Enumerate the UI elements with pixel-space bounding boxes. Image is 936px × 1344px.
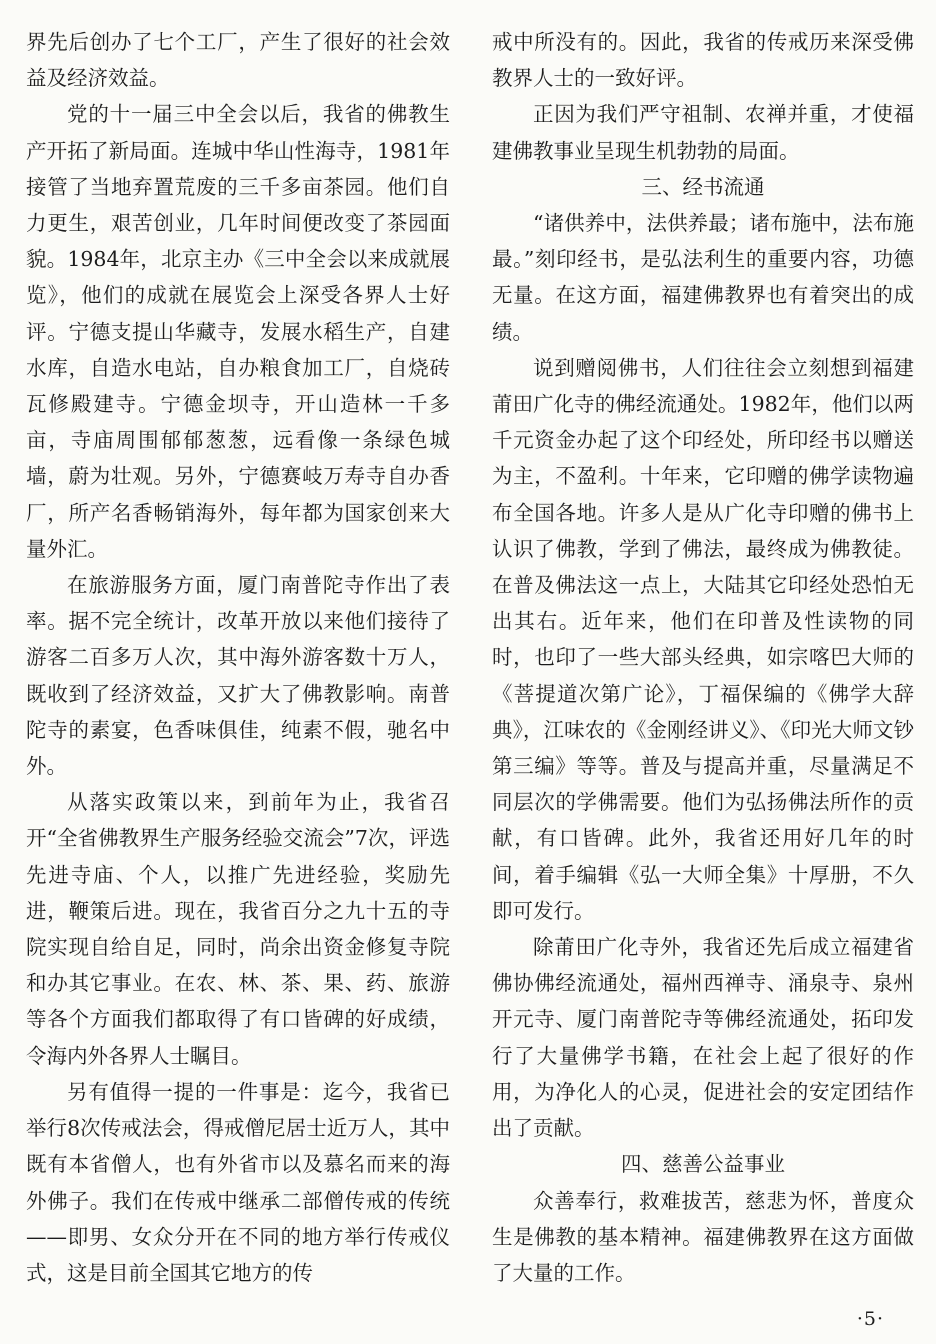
paragraph: 在旅游服务方面，厦门南普陀寺作出了表率。据不完全统计，改革开放以来他们接待了游客二百多万人次，其中海外游客数十万人，既收到了经济效益，又扩大了佛教影响。南普陀寺的素宴，色香味俱佳，纯素不假，驰名中外。 — [26, 573, 450, 779]
section-heading: 四、慈善公益事业 — [621, 1152, 785, 1177]
page-number: ·5· — [856, 1308, 884, 1330]
paragraph: 戒中所没有的。因此，我省的传戒历来深受佛教界人士的一致好评。 — [492, 30, 914, 91]
paragraph: “诸供养中，法供养最；诸布施中，法布施最。”刻印经书，是弘法利生的重要内容，功德无量。在这方面，福建佛教界也有着突出的成绩。 — [492, 211, 914, 344]
paragraph: 说到赠阅佛书，人们往往会立刻想到福建莆田广化寺的佛经流通处。1982年，他们以两千元资金办起了这个印经处，所印经书以赠送为主，不盈利。十年来，它印赠的佛学读物遍布全国各地。许多人是从广化寺印赠的佛书上认识了佛教，学到了佛法，最终成为佛教徒。在普及佛法这一点上，大陆其它印经处恐怕无出其右。近年来，他们在印普及性读物的同时，也印了一些大部头经典，如宗喀巴大师的《菩提道次第广论》，丁福保编的《佛学大辞典》，江味农的《金刚经讲义》、《印光大师文钞第三编》等等。普及与提高并重，尽量满足不同层次的学佛需要。他们为弘扬佛法所作的贡献，有口皆碑。此外，我省还用好几年的时间，着手编辑《弘一大师全集》十厚册，不久即可发行。 — [492, 355, 914, 923]
paragraph: 另有值得一提的一件事是：迄今，我省已举行8次传戒法会，得戒僧尼居士近万人，其中既有本省僧人，也有外省市以及慕名而来的海外佛子。我们在传戒中继承二部僧传戒的传统——即男、女众分开在不同的地方举行传戒仪式，这是目前全国其它地方的传 — [26, 1079, 450, 1285]
paragraph: 除莆田广化寺外，我省还先后成立福建省佛协佛经流通处，福州西禅寺、涌泉寺、泉州开元寺、厦门南普陀寺等佛经流通处，拓印发行了大量佛学书籍，在社会上起了很好的作用，为净化人的心灵，促进社会的安定团结作出了贡献。 — [492, 935, 914, 1141]
paragraph: 众善奉行，救难拔苦，慈悲为怀，普度众生是佛教的基本精神。福建佛教界在这方面做了大量的工作。 — [492, 1188, 914, 1285]
paragraph: 界先后创办了七个工厂，产生了很好的社会效益及经济效益。 — [26, 30, 450, 91]
paragraph: 正因为我们严守祖制、农禅并重，才使福建佛教事业呈现生机勃勃的局面。 — [492, 102, 914, 163]
right-column — [492, 24, 914, 1291]
left-column — [26, 24, 450, 1291]
paragraph: 从落实政策以来，到前年为止，我省召开“全省佛教界生产服务经验交流会”7次，评选先进寺庙、个人，以推广先进经验，奖励先进，鞭策后进。现在，我省百分之九十五的寺院实现自给自足，同时，尚余出资金修复寺院和办其它事业。在农、林、茶、果、药、旅游等各个方面我们都取得了有口皆碑的好成绩，令海内外各界人士瞩目。 — [26, 790, 450, 1068]
paragraph: 党的十一届三中全会以后，我省的佛教生产开拓了新局面。连城中华山性海寺，1981年接管了当地弃置荒废的三千多亩茶园。他们自力更生，艰苦创业，几年时间便改变了茶园面貌。1984年，北京主办《三中全会以来成就展览》，他们的成就在展览会上深受各界人士好评。宁德支提山华藏寺，发展水稻生产，自建水库，自造水电站，自办粮食加工厂，自烧砖瓦修殿建寺。宁德金坝寺，开山造林一千多亩，寺庙周围郁郁葱葱，远看像一条绿色城墙，蔚为壮观。另外，宁德赛岐万寿寺自办香厂，所产名香畅销海外，每年都为国家创来大量外汇。 — [26, 102, 450, 561]
section-heading: 三、经书流通 — [641, 174, 765, 199]
